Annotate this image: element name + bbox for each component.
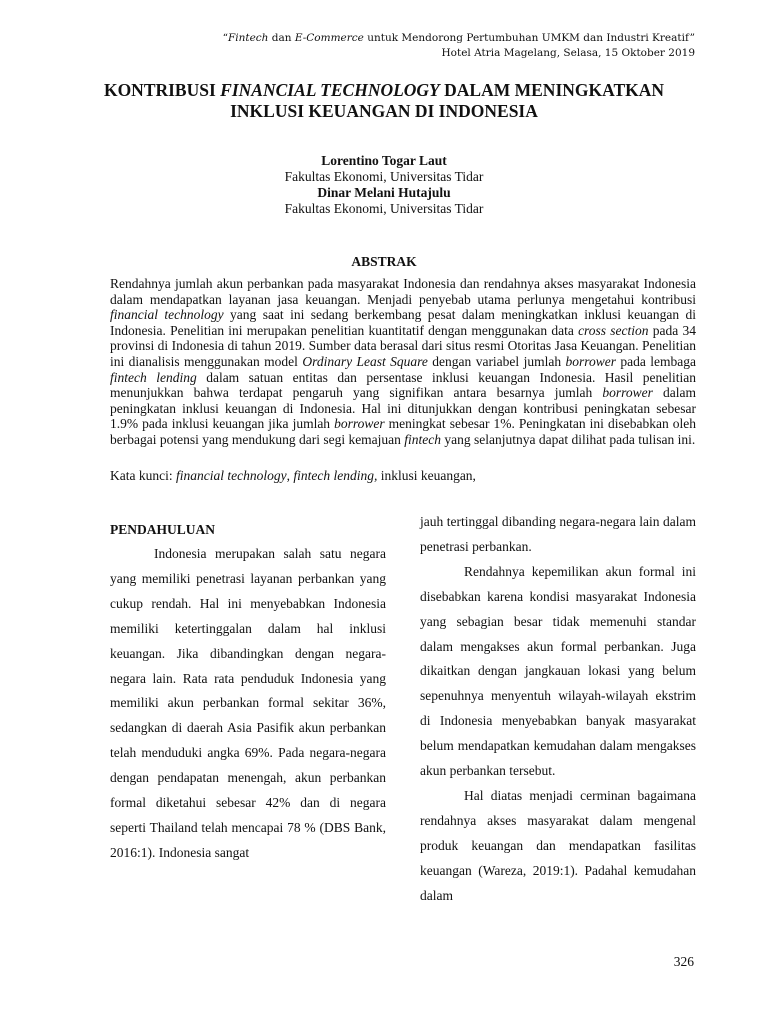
abstract-heading: ABSTRAK: [351, 254, 417, 269]
running-head-dan: dan: [268, 32, 295, 44]
abstract-text: dalam satuan entitas dan persentase inklusi keuangan Indonesia. Hasil penelitian menunjukkan bahwa terdapat pengaruh yang signifikan antara besarnya jumlah: [110, 369, 696, 401]
abstract-text: pada 34 provinsi di Indonesia di tahun 2019. Sumber data berasal dari situs resmi Otoritas Jasa Keuangan. Penelitian ini dianalisis menggunakan model: [110, 322, 696, 369]
author-name-2: Dinar Melani Hutajulu: [317, 185, 451, 200]
abstract-text: yang selanjutnya dapat dilihat pada tulisan ini.: [441, 431, 696, 447]
keywords-label: Kata kunci:: [110, 468, 176, 483]
keyword-3: inklusi keuangan,: [377, 468, 476, 483]
title-part-3: DALAM MENINGKATKAN: [439, 80, 665, 100]
abstract-italic: fintech: [404, 431, 442, 447]
keywords-line: [110, 468, 700, 484]
body-paragraph: Rendahnya kepemilikan akun formal ini disebabkan karena kondisi masyarakat Indonesia yang sebagian besar tidak memenuhi standar dalam mengakses akun formal perbankan. Juga dikaitkan dengan jangkauan lokasi yang belum sepenuhnya menyentuh wilayah-wilayah ekstrim di Indonesia menyebabkan banyak masyarakat belum mendapatkan kemudahan dalam mengakses akun perbankan tersebut.: [420, 563, 696, 779]
abstract-italic: borrower: [602, 385, 653, 401]
body-paragraph: Indonesia merupakan salah satu negara yang memiliki penetrasi layanan perbankan yang cukup rendah. Hal ini menyebabkan Indonesia memiliki ketertinggalan dalam hal inklusi keuangan. Jika dibandingkan dengan negara-negara lain. Rata rata penduduk Indonesia yang memiliki akun perbankan formal sekitar 36%, sedangkan di daerah Asia Pasifik akun perbankan telah menduduki angka 69%. Pada negara-negara dengan pendapatan menengah, akun perbankan formal diketahui sebesar 42% dan di negara seperti Thailand telah mencapai 78 % (DBS Bank, 2016:1). Indonesia sangat: [110, 546, 386, 860]
title-part-1: KONTRIBUSI: [103, 80, 221, 100]
abstract-text: meningkat sebesar 1%. Peningkatan ini disebabkan oleh berbagai potensi yang mendukung dari segi kemajuan: [110, 416, 696, 447]
abstract-italic: borrower: [565, 353, 616, 369]
running-head-line-1: [223, 31, 695, 46]
keyword-separator: ,: [286, 468, 294, 483]
keyword-1: financial technology: [175, 468, 287, 483]
section-heading: PENDAHULUAN: [110, 522, 216, 537]
running-head-ecommerce: E-Commerce: [294, 32, 364, 44]
left-column: [110, 518, 386, 866]
running-head-line-2: Hotel Atria Magelang, Selasa, 15 Oktober 2019: [441, 47, 695, 59]
right-column: [420, 510, 696, 909]
author-affiliation-2: Fakultas Ekonomi, Universitas Tidar: [284, 201, 484, 216]
running-head-fintech: Fintech: [227, 32, 269, 44]
paper-title-line-2: INKLUSI KEUANGAN DI INDONESIA: [230, 101, 538, 121]
running-head-rest: untuk Mendorong Pertumbuhan UMKM dan Industri Kreatif”: [363, 32, 695, 44]
abstract-italic: fintech lending: [110, 369, 197, 385]
author-block: [100, 153, 668, 217]
abstract-italic: financial technology: [110, 307, 224, 323]
body-paragraph: Hal diatas menjadi cerminan bagaimana rendahnya akses masyarakat dalam mengenal produk keuangan dan mendapatkan fasilitas keuangan (Wareza, 2019:1). Padahal kemudahan dalam: [420, 787, 696, 903]
author-affiliation-1: Fakultas Ekonomi, Universitas Tidar: [284, 169, 484, 184]
abstract-text: yang saat ini sedang berkembang pesat dalam meningkatkan inklusi keuangan di Indonesia. Penelitian ini merupakan penelitian kuantitatif dengan menggunakan data: [110, 307, 696, 338]
abstract-text: dalam peningkatan inklusi keuangan di Indonesia. Hal ini ditunjukkan dengan kontribusi peningkatan sebesar 1.9% pada inklusi keuangan jika jumlah: [110, 385, 696, 432]
paper-title-line-1: [60, 80, 708, 101]
running-head: [223, 31, 695, 61]
abstract-text: dengan variabel jumlah: [427, 353, 566, 369]
abstract-text: pada lembaga: [616, 353, 697, 369]
body-paragraph: jauh tertinggal dibanding negara-negara lain dalam penetrasi perbankan.: [420, 514, 696, 554]
abstract-italic: Ordinary Least Square: [302, 353, 428, 369]
abstract-text: Rendahnya jumlah akun perbankan pada masyarakat Indonesia dan rendahnya akses masyarakat Indonesia dalam mendapatkan layanan jasa keuangan. Menjadi penyebab utama perlunya mengetahui kontribusi: [110, 276, 696, 307]
keyword-2: fintech lending,: [293, 468, 378, 483]
paper-title: [60, 80, 708, 122]
page-number: 326: [673, 954, 694, 969]
abstract-italic: borrower: [334, 416, 385, 432]
abstract-italic: cross section: [578, 322, 649, 338]
author-name-1: Lorentino Togar Laut: [321, 153, 447, 168]
abstract-body: [110, 276, 696, 448]
running-head-quote: “: [222, 32, 228, 44]
title-part-2: FINANCIAL TECHNOLOGY: [220, 80, 440, 100]
